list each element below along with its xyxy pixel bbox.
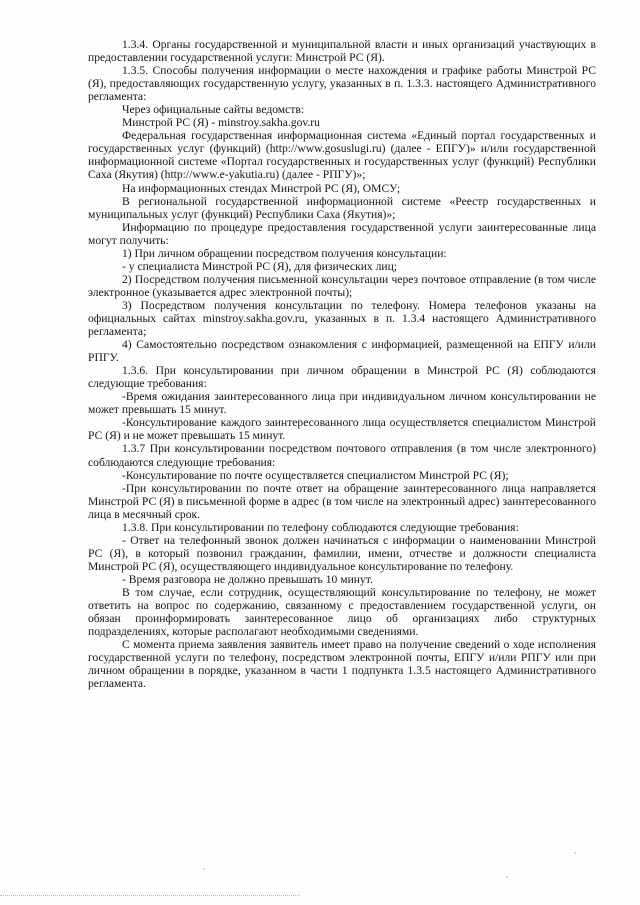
paragraph-1-3-8: 1.3.8. При консультировании по телефону соблюдаются следующие требования: xyxy=(122,520,519,534)
paragraph-official-sites: Через официальные сайты ведомств: xyxy=(122,103,305,117)
scan-speck xyxy=(574,852,576,854)
paragraph-consultation-time: -Консультирование каждого заинтересованного лица осуществляется специалистом Минстрой РС (Я) и не может превышать 15 минут. xyxy=(88,416,596,443)
paragraph-phone-answer: - Ответ на телефонный звонок должен начинаться с информации о наименовании Минстрой РС (Я), в который позвонил гражданин, фамилии, имени, отчестве и должности специалиста Минстрой РС (Я), осуществляющего индивидуальное консультирование по телефону. xyxy=(88,533,596,573)
document-body xyxy=(88,38,596,690)
paragraph-mail-response: -При консультировании по почте ответ на обращение заинтересованного лица направляется Минстрой РС (Я) в письменной форме в адрес (в том числе на электронный адрес) заинтересованного лица в месячный срок. xyxy=(88,481,596,521)
paragraph-regional-registry: В региональной государственной информационной системе «Реестр государственных и муниципальных услуг (функций) Республики Саха (Якутия)»; xyxy=(88,194,596,221)
paragraph-1-3-5: 1.3.5. Способы получения информации о месте нахождения и графике работы Минстрой РС (Я), предоставляющих государственную услугу, указанных в п. 1.3.3. настоящего Административного регламента: xyxy=(88,64,596,104)
paragraph-1-3-7: 1.3.7 При консультировании посредством почтового отправления (в том числе электронного) соблюдаются следующие требования: xyxy=(88,442,596,469)
paragraph-mail-specialist: -Консультирование по почте осуществляется специалистом Минстрой РС (Я); xyxy=(122,468,509,482)
scan-edge-line xyxy=(0,895,300,896)
list-item-self-study: 4) Самостоятельно посредством ознакомления с информацией, размещенной на ЕПГУ и/или РПГУ. xyxy=(88,338,596,365)
list-item-specialist: - у специалиста Минстрой РС (Я), для физических лиц; xyxy=(122,259,398,273)
paragraph-1-3-6: 1.3.6. При консультировании при личном обращении в Минстрой РС (Я) соблюдаются следующие требования: xyxy=(88,364,596,391)
paragraph-call-duration: - Время разговора не должно превышать 10 минут. xyxy=(122,572,373,586)
paragraph-cannot-answer: В том случае, если сотрудник, осуществляющий консультирование по телефону, не может ответить на вопрос по содержанию, связанному с предоставлением государственной услуги, он обязан проинформировать заинтересованное лицо об организациях либо структурных подразделениях, которые располагают необходимыми сведениями. xyxy=(88,585,596,639)
paragraph-epgu-rpgu: Федеральная государственная информационная система «Единый портал государственных и государственных услуг (функций) (http://www.gosuslugi.ru) (далее - ЕПГУ)» и/или государственной информационной системе «Портал государственных и государственных услуг (функций) Республики Саха (Якутия) (http://www.e-yakutia.ru) (далее - РПГУ)»; xyxy=(88,129,596,182)
scan-speck xyxy=(506,876,508,878)
list-item-personal-visit: 1) При личном обращении посредством получения консультации: xyxy=(122,246,447,260)
paragraph-1-3-4: 1.3.4. Органы государственной и муниципальной власти и иных организаций участвующих в предоставлении государственной услуги: Минстрой РС (Я). xyxy=(88,38,596,65)
scan-speck xyxy=(203,868,205,870)
list-item-phone-consultation: 3) Посредством получения консультации по телефону. Номера телефонов указаны на официальных сайтах minstroy.sakha.gov.ru, указанных в п. 1.3.4 настоящего Административного регламента; xyxy=(88,298,596,339)
paragraph-info-stands: На информационных стендах Минстрой РС (Я), ОМСУ; xyxy=(122,181,401,195)
paragraph-waiting-time: -Время ожидания заинтересованного лица при индивидуальном личном консультировании не может превышать 15 минут. xyxy=(88,390,596,417)
list-item-written-consultation: 2) Посредством получения письменной консультации через почтовое отправление (в том числе электронное (указывается адрес электронной почты); xyxy=(88,272,596,299)
paragraph-application-status: С момента приема заявления заявитель имеет право на получение сведений о ходе исполнения государственной услуги по телефону, посредством электронной почты, ЕПГУ и/или РПГУ или при личном обращении в порядке, указанном в части 1 подпункта 1.3.5 настоящего Административного регламента. xyxy=(88,638,596,691)
paragraph-minstroy-site: Минстрой РС (Я) - minstroy.sakha.gov.ru xyxy=(122,116,320,130)
paragraph-info-procedure: Информацию по процедуре предоставления государственной услуги заинтересованные лица могут получить: xyxy=(88,220,596,247)
